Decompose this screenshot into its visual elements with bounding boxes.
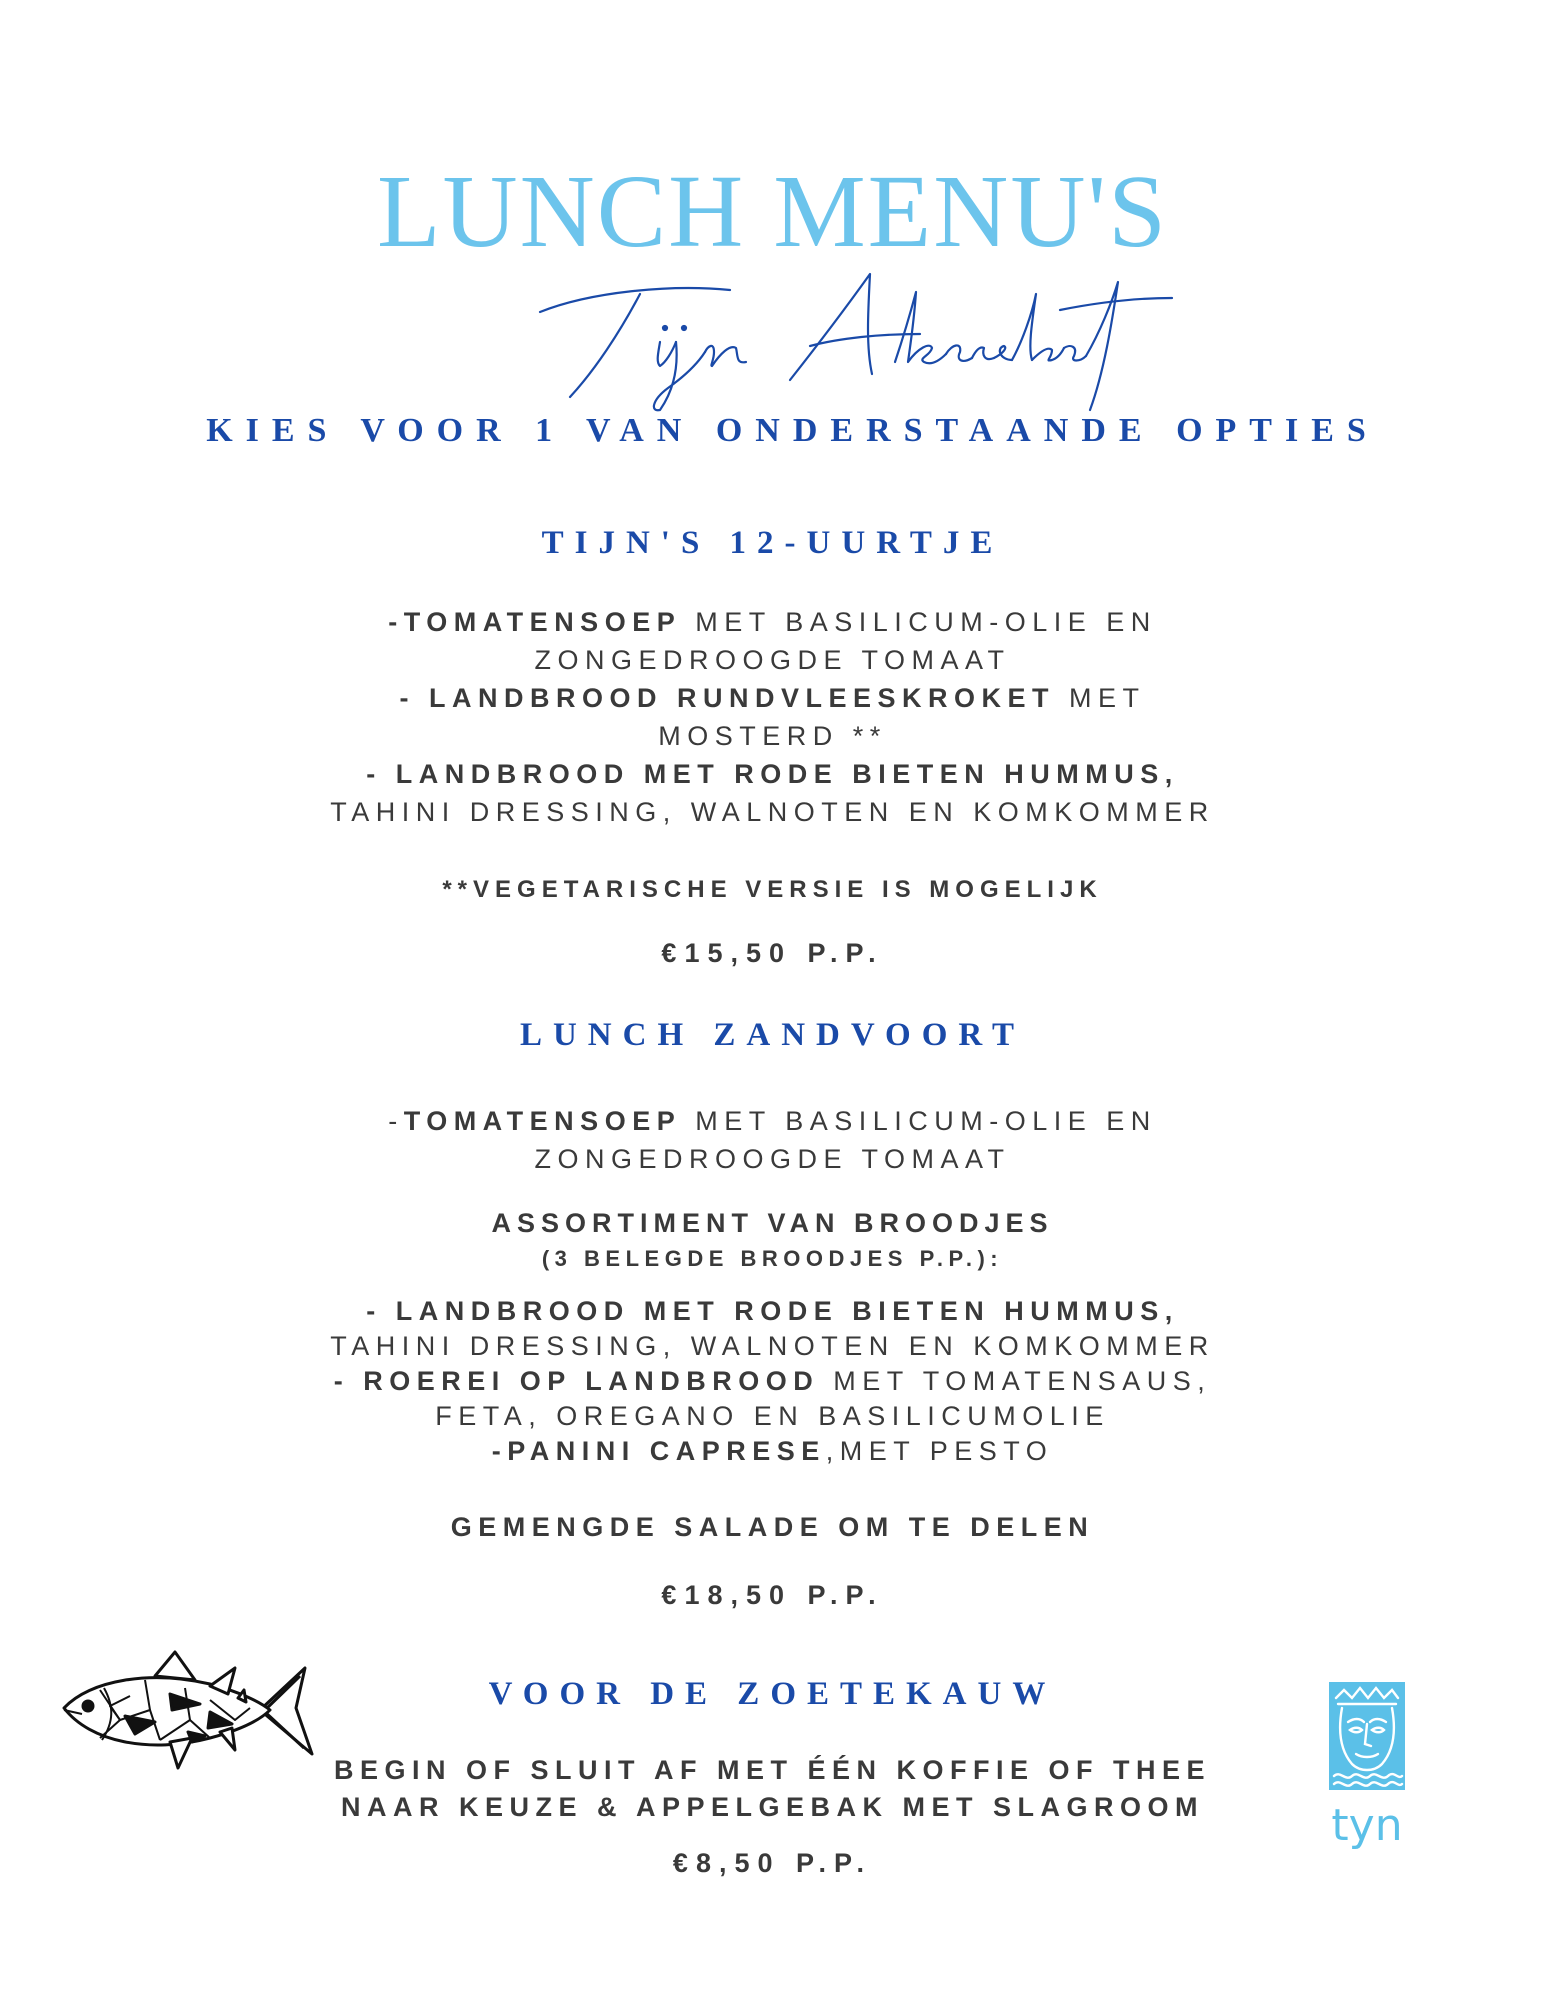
assortment-subtitle: (3 BELEGDE BROODJES P.P.): bbox=[541, 1246, 1004, 1271]
menu-line bbox=[0, 1364, 1545, 1399]
dessert-line: BEGIN OF SLUIT AF MET ÉÉN KOFFIE OF THEE bbox=[333, 1755, 1211, 1785]
dish-desc: TAHINI DRESSING, WALNOTEN EN KOMKOMMER bbox=[330, 1331, 1215, 1361]
dessert-line: NAAR KEUZE & APPELGEBAK MET SLAGROOM bbox=[340, 1792, 1204, 1822]
section1-items bbox=[0, 603, 1545, 831]
dish-name: - LANDBROOD MET RODE BIETEN HUMMUS, bbox=[366, 759, 1179, 789]
salad-line: GEMENGDE SALADE OM TE DELEN bbox=[450, 1512, 1095, 1542]
menu-line bbox=[0, 1294, 1545, 1329]
dish-desc: MOSTERD ** bbox=[658, 721, 887, 751]
price-tijns-12-uurtje: €15,50 P.P. bbox=[661, 938, 884, 968]
dish-desc: MET TOMATENSAUS, bbox=[819, 1366, 1212, 1396]
section2-soup bbox=[0, 1102, 1545, 1178]
section2-items bbox=[0, 1294, 1545, 1469]
menu-line bbox=[0, 1434, 1545, 1469]
dish-name: TOMATENSOEP bbox=[403, 1106, 682, 1136]
dish-desc: FETA, OREGANO EN BASILICUMOLIE bbox=[435, 1401, 1110, 1431]
dish-desc: ZONGEDROOGDE TOMAAT bbox=[534, 645, 1011, 675]
section-heading-tijns-12-uurtje: TIJN'S 12-UURTJE bbox=[541, 525, 1004, 561]
dash: - bbox=[388, 1106, 404, 1136]
menu-line bbox=[0, 793, 1545, 831]
vegetarian-note: **VEGETARISCHE VERSIE IS MOGELIJK bbox=[442, 876, 1103, 903]
dish-desc: ,MET PESTO bbox=[825, 1436, 1054, 1466]
menu-line bbox=[0, 679, 1545, 717]
dish-name: -PANINI CAPRESE bbox=[491, 1436, 826, 1466]
menu-line bbox=[0, 1140, 1545, 1178]
signature-drawing bbox=[500, 262, 1180, 412]
tuna-fish-icon bbox=[60, 1650, 322, 1774]
menu-line bbox=[0, 603, 1545, 641]
dish-name: - LANDBROOD RUNDVLEESKROKET bbox=[399, 683, 1055, 713]
dish-desc: MET bbox=[1055, 683, 1146, 713]
subtitle: KIES VOOR 1 VAN ONDERSTAANDE OPTIES bbox=[206, 412, 1379, 449]
menu-line bbox=[0, 1399, 1545, 1434]
tyn-logo bbox=[1326, 1680, 1408, 1850]
section-heading-voor-de-zoetekauw: VOOR DE ZOETEKAUW bbox=[488, 1676, 1057, 1712]
dish-desc: ZONGEDROOGDE TOMAAT bbox=[534, 1144, 1011, 1174]
dish-desc: TAHINI DRESSING, WALNOTEN EN KOMKOMMER bbox=[330, 797, 1215, 827]
section-heading-lunch-zandvoort: LUNCH ZANDVOORT bbox=[519, 1017, 1026, 1053]
dish-name: - ROEREI OP LANDBROOD bbox=[333, 1366, 820, 1396]
assortment-title: ASSORTIMENT VAN BROODJES bbox=[491, 1208, 1054, 1238]
menu-line bbox=[0, 641, 1545, 679]
logo-text: tyn bbox=[1331, 1800, 1403, 1850]
price-lunch-zandvoort: €18,50 P.P. bbox=[661, 1580, 884, 1610]
signature bbox=[500, 262, 1180, 412]
dish-name: -TOMATENSOEP bbox=[388, 607, 682, 637]
menu-line bbox=[0, 717, 1545, 755]
menu-line bbox=[0, 1329, 1545, 1364]
dish-desc: MET BASILICUM-OLIE EN bbox=[681, 1106, 1157, 1136]
page-title: LUNCH MENU'S bbox=[377, 154, 1168, 269]
menu-line bbox=[0, 755, 1545, 793]
dish-name: - LANDBROOD MET RODE BIETEN HUMMUS, bbox=[366, 1296, 1179, 1326]
menu-line bbox=[0, 1102, 1545, 1140]
price-voor-de-zoetekauw: €8,50 P.P. bbox=[672, 1848, 873, 1878]
dish-desc: MET BASILICUM-OLIE EN bbox=[681, 607, 1157, 637]
